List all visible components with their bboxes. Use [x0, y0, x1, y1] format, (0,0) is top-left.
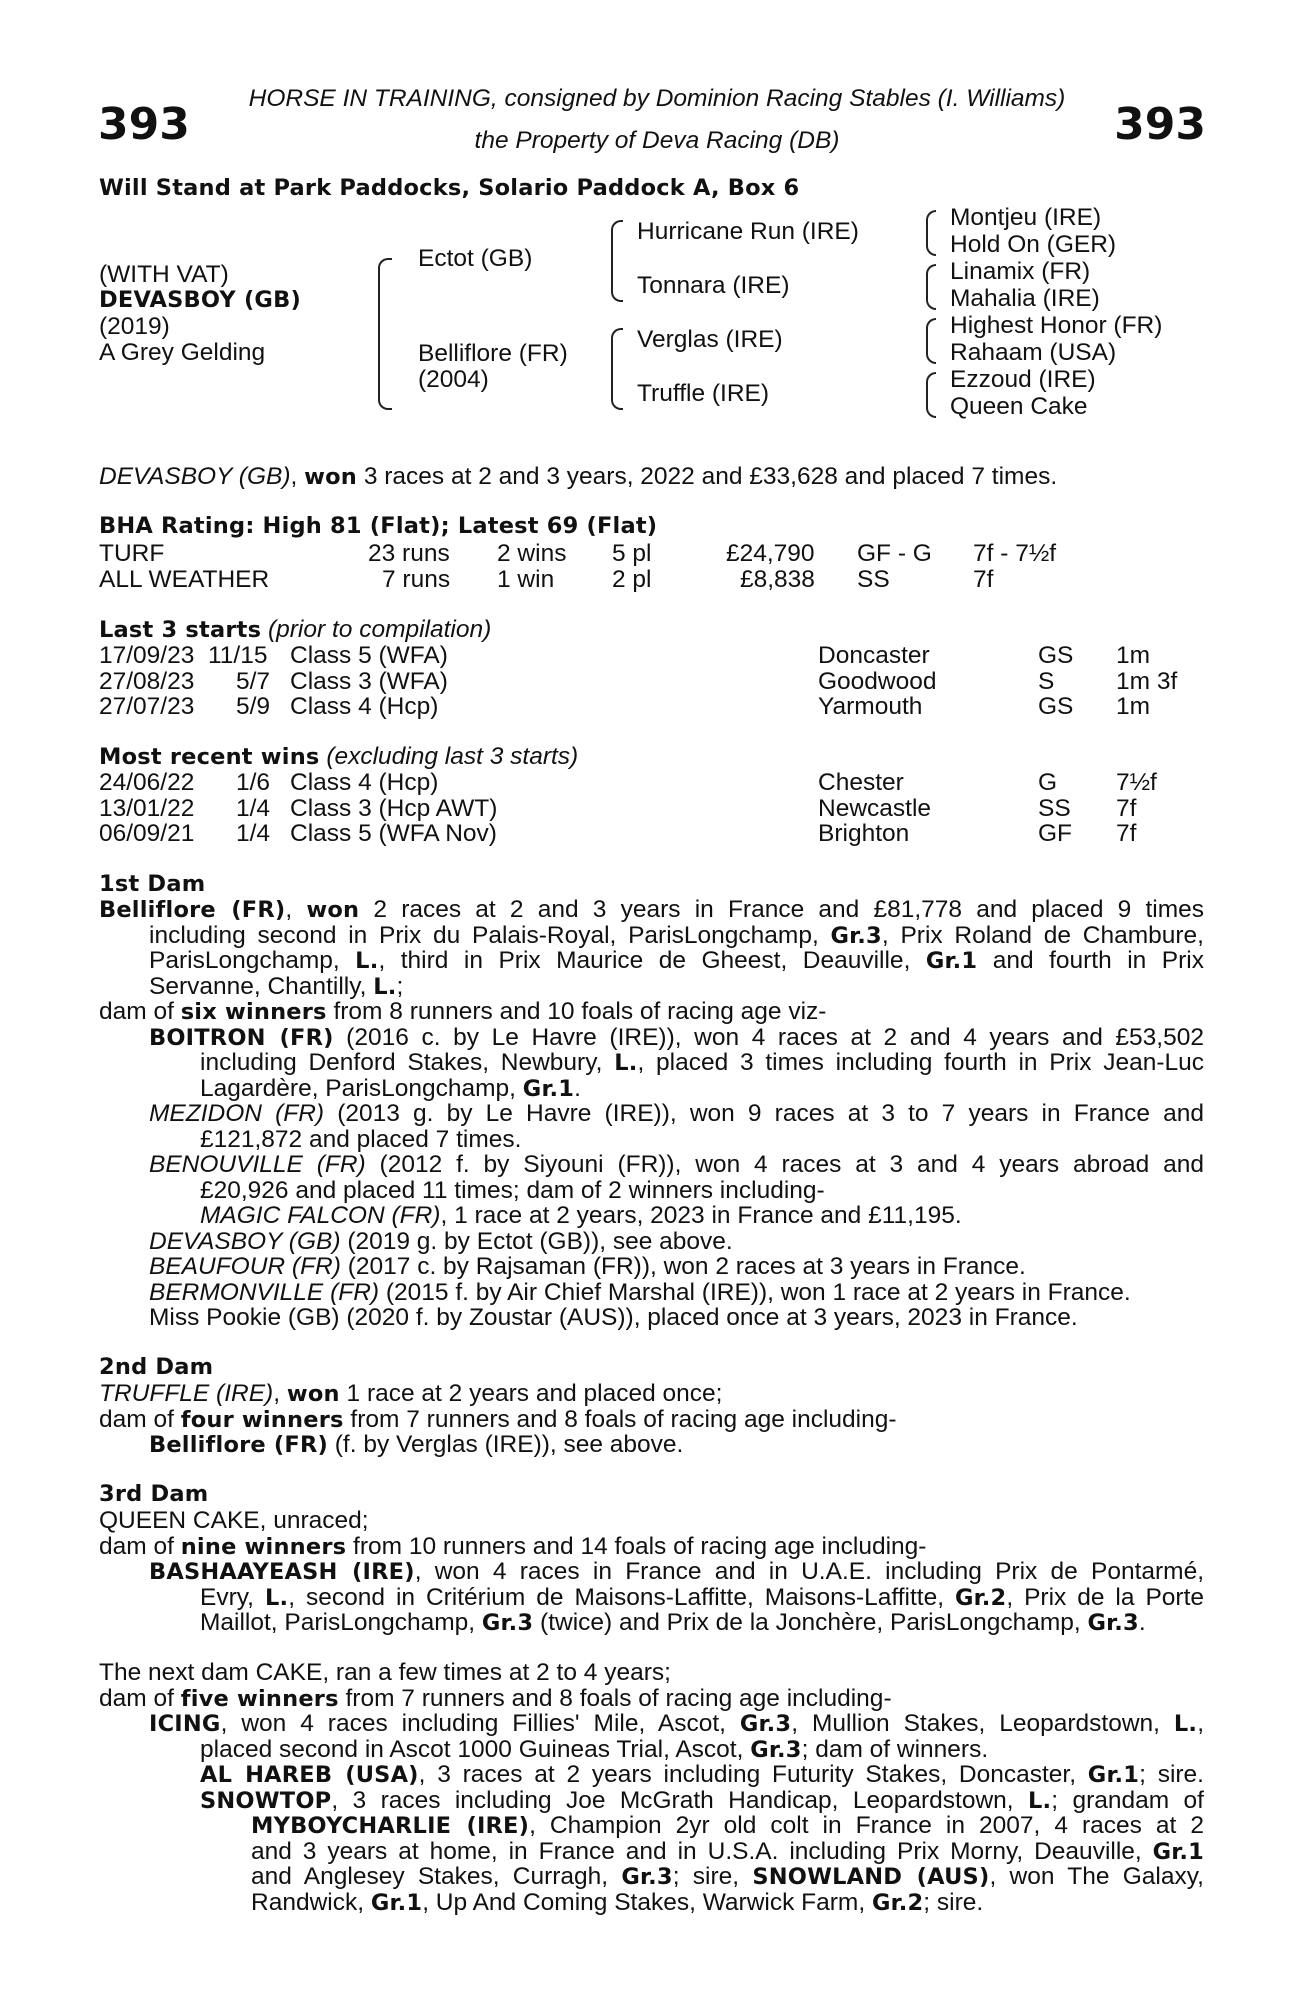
offspring-benouville [149, 1152, 1204, 1178]
text-span: , 3 races including Joe McGrath Handicap, Leopardstown, [331, 1786, 1028, 1814]
winners-count: four winners [180, 1406, 344, 1433]
horse-year: (2019) [99, 313, 170, 340]
first-dam-line-1 [99, 897, 1204, 923]
pedigree-ssd: Hold On (GER) [950, 231, 1117, 258]
text-span: Miss Pookie (GB) (2020 f. by Zoustar (AUS)), placed once at 3 years, 2023 in France. [149, 1304, 1078, 1331]
text-span: Lagardère, ParisLongchamp, [200, 1074, 523, 1102]
text-span: 1 race at 2 years and placed once; [339, 1380, 723, 1407]
third-dam-paragraph [99, 1508, 1204, 1636]
second-dam-line-1 [99, 1381, 1204, 1407]
win-going: G [1038, 769, 1058, 796]
winners-count: nine winners [180, 1533, 347, 1560]
text-span: including second in Prix du Palais-Royal, ParisLongchamp, [149, 921, 831, 949]
lot-number-left: 393 [98, 99, 190, 150]
start-class: Class 5 (WFA) [290, 642, 448, 669]
offspring-name: BEAUFOUR (FR) [149, 1253, 341, 1280]
win-course: Chester [818, 769, 904, 796]
brace-gen3-4 [926, 372, 936, 418]
brace-gen3-1 [926, 210, 936, 256]
offspring-al-hareb [200, 1762, 1204, 1788]
text-span: ; grandam of [1051, 1786, 1204, 1814]
pedigree-dds: Ezzoud (IRE) [950, 366, 1096, 393]
offspring-name: BENOUVILLE (FR) [149, 1151, 366, 1178]
lot-number-right: 393 [1114, 99, 1206, 150]
text-span: , won 4 races in France and in U.A.E. including Prix de Pontarmé, [414, 1558, 1205, 1585]
start-course: Yarmouth [818, 693, 923, 720]
text-span: . [1138, 1609, 1146, 1636]
rating-going: SS [857, 566, 890, 593]
brace-gen2-bottom [611, 328, 623, 410]
grade-label: Gr.3 [621, 1864, 673, 1890]
text-span: dam of [99, 998, 181, 1025]
text-span: , third in Prix Maurice de Gheest, Deauville, [378, 947, 926, 974]
offspring-bashaayeash [149, 1559, 1204, 1585]
offspring-name: Belliflore (FR) [149, 1432, 328, 1458]
text-span: 2 races at 2 and 3 years in France and £81,778 and placed 9 times [359, 896, 1204, 923]
text-span: , Champion 2yr old colt in France in 2007, 4 races at 2 [529, 1812, 1204, 1839]
text-span: placed second in Ascot 1000 Guineas Trial, Ascot, [200, 1735, 751, 1763]
text-span: , won 4 races including Fillies' Mile, Ascot, [220, 1710, 740, 1737]
start-distance: 1m [1116, 642, 1151, 669]
brace-gen3-2 [926, 264, 936, 310]
pedigree-dam: Belliflore (FR) [418, 340, 568, 367]
text-span: ; sire, [672, 1863, 753, 1890]
win-date: 06/09/21 [99, 820, 195, 847]
rating-prize-money: £8,838 [740, 566, 815, 593]
second-dam-line-2 [99, 1407, 1204, 1433]
text-span: , Prix Roland de Chambure, [881, 921, 1204, 949]
last-starts-heading [99, 617, 491, 644]
grade-label: Gr.3 [739, 1711, 792, 1737]
recent-wins-heading [99, 744, 578, 771]
first-dam-name: Belliflore (FR) [99, 897, 286, 923]
offspring-name: DEVASBOY (GB) [149, 1227, 341, 1255]
text-span: , [273, 1380, 287, 1407]
text-span: including Denford Stakes, Newbury, [200, 1049, 615, 1076]
summary-horse-name: DEVASBOY (GB) [99, 463, 291, 490]
text-span: and fourth in Prix [977, 947, 1204, 974]
grade-label: Gr.2 [871, 1889, 924, 1916]
text-span: from 7 runners and 8 foals of racing age including- [338, 1684, 892, 1712]
text-span: (2012 f. by Siyouni (FR)), won 4 races at 3 and 4 years abroad and [365, 1151, 1205, 1178]
pedigree-dam-sire: Verglas (IRE) [637, 326, 783, 353]
text-span: , 1 race at 2 years, 2023 in France and £11,195. [440, 1202, 962, 1229]
offspring-snowtop [200, 1788, 1204, 1814]
offspring-magic-falcon [200, 1203, 1204, 1229]
text-span: Servanne, Chantilly, [149, 972, 374, 1000]
offspring-bashaayeash-2 [200, 1585, 1204, 1611]
start-distance: 1m 3f [1116, 668, 1178, 695]
pedigree-ddd: Queen Cake [950, 393, 1088, 420]
offspring-name: AL HAREB (USA) [200, 1762, 419, 1788]
text-span: (f. by Verglas (IRE)), see above. [327, 1431, 684, 1458]
text-span: and Anglesey Stakes, Curragh, [251, 1863, 622, 1890]
last-starts-title: Last 3 starts [99, 617, 262, 643]
text-span: , second in Critérium de Maisons-Laffitte, Maisons-Laffitte, [288, 1583, 955, 1611]
second-dam-heading: 2nd Dam [99, 1354, 214, 1380]
rating-going: GF - G [857, 540, 932, 567]
grade-label: Gr.1 [1152, 1838, 1204, 1865]
text-span: (2013 g. by Le Havre (IRE)), won 9 races at 3 to 7 years in France and [324, 1100, 1204, 1127]
text-span: , Mullion Stakes, Leopardstown, [791, 1710, 1174, 1737]
start-position: 5/7 [236, 668, 271, 695]
text-span: The next dam CAKE, ran a few times at 2 to 4 years; [99, 1659, 671, 1686]
win-course: Newcastle [818, 795, 932, 822]
winners-count: five winners [180, 1685, 339, 1712]
grade-label: L. [264, 1584, 289, 1611]
offspring-boitron [149, 1025, 1204, 1051]
consignor-line: HORSE IN TRAINING, consigned by Dominion Racing Stables (I. Williams) [248, 85, 1066, 112]
start-date: 27/08/23 [99, 668, 195, 695]
grade-label: L. [1027, 1787, 1052, 1814]
start-date: 17/09/23 [99, 642, 195, 669]
text-span: QUEEN CAKE, unraced; [99, 1507, 369, 1534]
third-dam-heading: 3rd Dam [99, 1481, 209, 1507]
text-span: , Up And Coming Stakes, Warwick Farm, [422, 1888, 872, 1916]
rating-runs: 7 runs [382, 566, 451, 593]
start-course: Doncaster [818, 642, 930, 669]
brace-gen3-3 [926, 318, 936, 364]
text-span: £20,926 and placed 11 times; dam of 2 winners including- [200, 1176, 825, 1204]
win-position: 1/6 [236, 769, 271, 796]
property-line: the Property of Deva Racing (DB) [474, 127, 840, 154]
first-dam-line-4 [149, 974, 1204, 1000]
start-class: Class 4 (Hcp) [290, 693, 439, 720]
text-span: dam of [99, 1405, 181, 1433]
text-span: , placed 3 times including fourth in Prix Jean-Luc [637, 1049, 1204, 1076]
third-dam-line-1 [99, 1508, 1204, 1534]
text-span: ; dam of winners. [801, 1735, 989, 1763]
text-span: £121,872 and placed 7 times. [200, 1125, 522, 1153]
offspring-name: MEZIDON (FR) [149, 1100, 325, 1127]
offspring-beaufour [149, 1254, 1204, 1280]
rating-distance: 7f - 7½f [973, 540, 1057, 567]
brace-gen1 [378, 258, 392, 410]
grade-label: Gr.3 [750, 1736, 802, 1763]
pedigree-sire-dam: Tonnara (IRE) [637, 272, 790, 299]
grade-label: Gr.1 [1087, 1762, 1140, 1788]
offspring-boitron-3 [200, 1076, 1204, 1102]
offspring-myboycharlie-3 [251, 1864, 1204, 1890]
rating-distance: 7f [973, 566, 994, 593]
offspring-bashaayeash-3 [200, 1610, 1204, 1636]
pedigree-dss: Highest Honor (FR) [950, 312, 1163, 339]
grade-label: Gr.2 [954, 1584, 1007, 1611]
text-span: ParisLongchamp, [149, 947, 356, 974]
third-dam-line-2 [99, 1534, 1204, 1560]
rating-placed: 2 pl [612, 566, 652, 593]
grade-label: Gr.1 [370, 1889, 423, 1916]
next-dam-line-2 [99, 1686, 1204, 1712]
start-distance: 1m [1116, 693, 1151, 720]
win-class: Class 5 (WFA Nov) [290, 820, 497, 847]
win-position: 1/4 [236, 820, 271, 847]
horse-vat: (WITH VAT) [99, 261, 229, 288]
rating-wins: 2 wins [497, 540, 567, 567]
grade-label: L. [614, 1050, 638, 1076]
second-dam-line-3 [149, 1432, 1204, 1458]
start-going: GS [1038, 642, 1074, 669]
first-dam-heading: 1st Dam [99, 871, 206, 897]
text-span: from 8 runners and 10 foals of racing age viz- [326, 998, 827, 1025]
text-span: from 10 runners and 14 foals of racing age including- [346, 1532, 927, 1560]
second-dam-won: won [286, 1381, 340, 1407]
summary-text: 3 races at 2 and 3 years, 2022 and £33,628 and placed 7 times. [363, 463, 1058, 490]
offspring-name: SNOWTOP [200, 1787, 332, 1814]
second-dam-paragraph [99, 1381, 1204, 1458]
text-span: (2019 g. by Ectot (GB)), see above. [340, 1227, 733, 1255]
offspring-miss-pookie [149, 1305, 1204, 1331]
first-dam-won: won [306, 897, 360, 923]
text-span: Randwick, [251, 1888, 371, 1916]
start-going: S [1038, 668, 1055, 695]
first-dam-line-2 [149, 923, 1204, 949]
pedigree-sire-sire: Hurricane Run (IRE) [637, 218, 859, 245]
rating-heading: BHA Rating: High 81 (Flat); Latest 69 (Flat) [99, 513, 658, 539]
pedigree-sss: Montjeu (IRE) [950, 204, 1102, 231]
win-class: Class 4 (Hcp) [290, 769, 439, 796]
offspring-myboycharlie-4 [251, 1890, 1204, 1916]
offspring-bermonville [149, 1280, 1204, 1306]
pedigree-dam-year: (2004) [418, 366, 489, 393]
text-span: ; sire. [923, 1888, 984, 1916]
win-position: 1/4 [236, 795, 271, 822]
pedigree-sire: Ectot (GB) [418, 245, 533, 272]
offspring-icing-2 [200, 1737, 1204, 1763]
stand-location: Will Stand at Park Paddocks, Solario Paddock A, Box 6 [99, 175, 800, 201]
text-span: , [1197, 1710, 1204, 1737]
horse-description: A Grey Gelding [99, 339, 266, 366]
offspring-icing [149, 1711, 1204, 1737]
offspring-name: MAGIC FALCON (FR) [200, 1202, 441, 1229]
last-starts-note: (prior to compilation) [267, 616, 492, 643]
text-span: (2017 c. by Rajsaman (FR)), won 2 races at 3 years in France. [340, 1253, 1026, 1280]
grade-label: Gr.3 [481, 1610, 534, 1636]
text-span: dam of [99, 1532, 181, 1560]
grade-label: L. [355, 948, 379, 974]
win-going: GF [1038, 820, 1073, 847]
offspring-name: BERMONVILLE (FR) [149, 1278, 380, 1306]
grade-label: Gr.1 [925, 948, 978, 974]
rating-surface: TURF [99, 540, 165, 567]
offspring-name: MYBOYCHARLIE (IRE) [251, 1813, 530, 1839]
first-dam-line-3 [149, 948, 1204, 974]
offspring-mezidon [149, 1101, 1204, 1127]
text-span: Maillot, ParisLongchamp, [200, 1609, 482, 1636]
pedigree-dam-dam: Truffle (IRE) [637, 380, 770, 407]
text-span: (twice) and Prix de la Jonchère, ParisLongchamp, [533, 1609, 1088, 1636]
text-span: , Prix de la Porte [1006, 1583, 1204, 1611]
rating-prize-money: £24,790 [726, 540, 815, 567]
win-class: Class 3 (Hcp AWT) [290, 795, 498, 822]
summary-won: won [304, 464, 358, 490]
brace-gen2-top [611, 220, 623, 302]
pedigree-sds: Linamix (FR) [950, 258, 1091, 285]
offspring-name: ICING [149, 1711, 221, 1737]
rating-placed: 5 pl [612, 540, 652, 567]
next-dam-paragraph [99, 1660, 1204, 1915]
grade-label: Gr.3 [830, 922, 882, 949]
offspring-name: BASHAAYEASH (IRE) [149, 1559, 415, 1585]
offspring-benouville-2 [200, 1178, 1204, 1204]
text-span: ; sire. [1139, 1761, 1204, 1788]
first-dam-line-5 [99, 999, 1204, 1025]
start-position: 5/9 [236, 693, 271, 720]
rating-wins: 1 win [497, 566, 555, 593]
rating-surface: ALL WEATHER [99, 566, 270, 593]
win-distance: 7f [1116, 820, 1137, 847]
start-course: Goodwood [818, 668, 937, 695]
text-span: . [574, 1074, 581, 1102]
next-dam-line-1 [99, 1660, 1204, 1686]
text-span: and 3 years at home, in France and in U.S.A. including Prix Morny, Deauville, [251, 1837, 1153, 1865]
text-span: , 3 races at 2 years including Futurity Stakes, Doncaster, [418, 1761, 1088, 1788]
start-date: 27/07/23 [99, 693, 195, 720]
recent-wins-note: (excluding last 3 starts) [326, 743, 579, 770]
text-span: dam of [99, 1684, 181, 1712]
start-class: Class 3 (WFA) [290, 668, 448, 695]
win-course: Brighton [818, 820, 910, 847]
pedigree-dsd: Rahaam (USA) [950, 339, 1117, 366]
offspring-myboycharlie [251, 1813, 1204, 1839]
win-date: 13/01/22 [99, 795, 195, 822]
offspring-mezidon-2 [200, 1127, 1204, 1153]
text-span: (2016 c. by Le Havre (IRE)), won 4 races at 2 and 4 years and £53,502 [333, 1023, 1204, 1051]
pedigree-sdd: Mahalia (IRE) [950, 285, 1100, 312]
grade-label: L. [1173, 1711, 1198, 1737]
text-span: (2015 f. by Air Chief Marshal (IRE)), won 1 race at 2 years in France. [379, 1278, 1131, 1306]
offspring-name: BOITRON (FR) [149, 1024, 334, 1051]
text-span: ; [396, 972, 404, 1000]
offspring-boitron-2 [200, 1050, 1204, 1076]
text-span: Evry, [200, 1583, 265, 1611]
second-dam-name: TRUFFLE (IRE) [99, 1380, 274, 1407]
first-dam-paragraph [99, 897, 1204, 1331]
text-span: , [285, 896, 307, 923]
grade-label: Gr.3 [1087, 1610, 1139, 1636]
text-span: from 7 runners and 8 foals of racing age including- [343, 1405, 897, 1433]
grade-label: L. [373, 973, 397, 1000]
start-position: 11/15 [208, 642, 268, 669]
win-going: SS [1038, 795, 1071, 822]
offspring-myboycharlie-2 [251, 1839, 1204, 1865]
recent-wins-title: Most recent wins [99, 744, 320, 770]
text-span: , won The Galaxy, [989, 1863, 1204, 1890]
offspring-devasboy [149, 1229, 1204, 1255]
winners-count: six winners [180, 999, 327, 1025]
offspring-name: SNOWLAND (AUS) [752, 1864, 990, 1890]
race-summary: DEVASBOY (GB), won 3 races at 2 and 3 years, 2022 and £33,628 and placed 7 times. [99, 463, 1058, 490]
horse-name: DEVASBOY (GB) [99, 287, 301, 313]
start-going: GS [1038, 693, 1074, 720]
win-date: 24/06/22 [99, 769, 195, 796]
win-distance: 7½f [1116, 769, 1157, 796]
win-distance: 7f [1116, 795, 1137, 822]
grade-label: Gr.1 [522, 1075, 575, 1102]
rating-runs: 23 runs [368, 540, 450, 567]
